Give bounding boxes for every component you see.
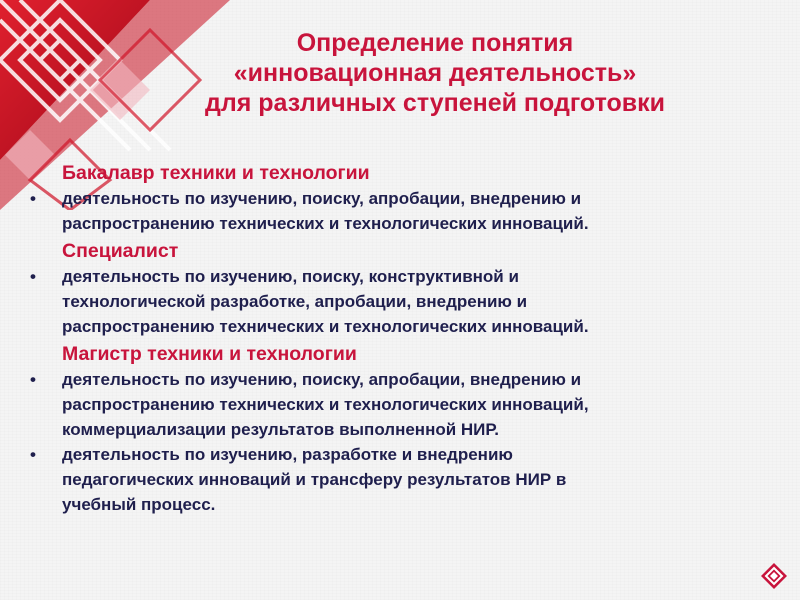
title-line: «инновационная деятельность» <box>233 59 637 87</box>
bullet-line: • деятельность по изучению, поиску, апробации, внедрению и <box>62 189 582 208</box>
bullet-item <box>30 442 760 517</box>
bullet-line: учебный процесс. <box>62 495 216 514</box>
title-line: Определение понятия <box>296 29 574 57</box>
bullet-line: распространению технических и технологических инноваций. <box>62 317 589 336</box>
bullet-line: распространению технических и технологических инноваций. <box>62 214 589 233</box>
bullet-line: • деятельность по изучению, поиску, апробации, внедрению и <box>62 370 582 389</box>
section-heading-specialist: Специалист <box>62 240 179 262</box>
section-heading-bachelor: Бакалавр техники и технологии <box>62 162 370 184</box>
bullet-line: • деятельность по изучению, разработке и внедрению <box>62 445 513 464</box>
section-heading-master: Магистр техники и технологии <box>62 343 357 365</box>
bullet-line: технологической разработке, апробации, внедрению и <box>62 292 528 311</box>
bullet-item <box>30 186 760 236</box>
bullet-line: педагогических инноваций и трансферу результатов НИР в <box>62 470 567 489</box>
bullet-line: коммерциализации результатов выполненной НИР. <box>62 420 499 439</box>
bullet-line: • деятельность по изучению, поиску, конструктивной и <box>62 267 519 286</box>
title-line: для различных ступеней подготовки <box>205 89 665 117</box>
bullet-line: распространению технических и технологических инноваций, <box>62 395 589 414</box>
red-diamond-icon <box>760 562 788 590</box>
slide-title <box>150 28 720 118</box>
bullet-item <box>30 367 760 442</box>
slide-body <box>30 158 760 517</box>
bullet-item <box>30 264 760 339</box>
